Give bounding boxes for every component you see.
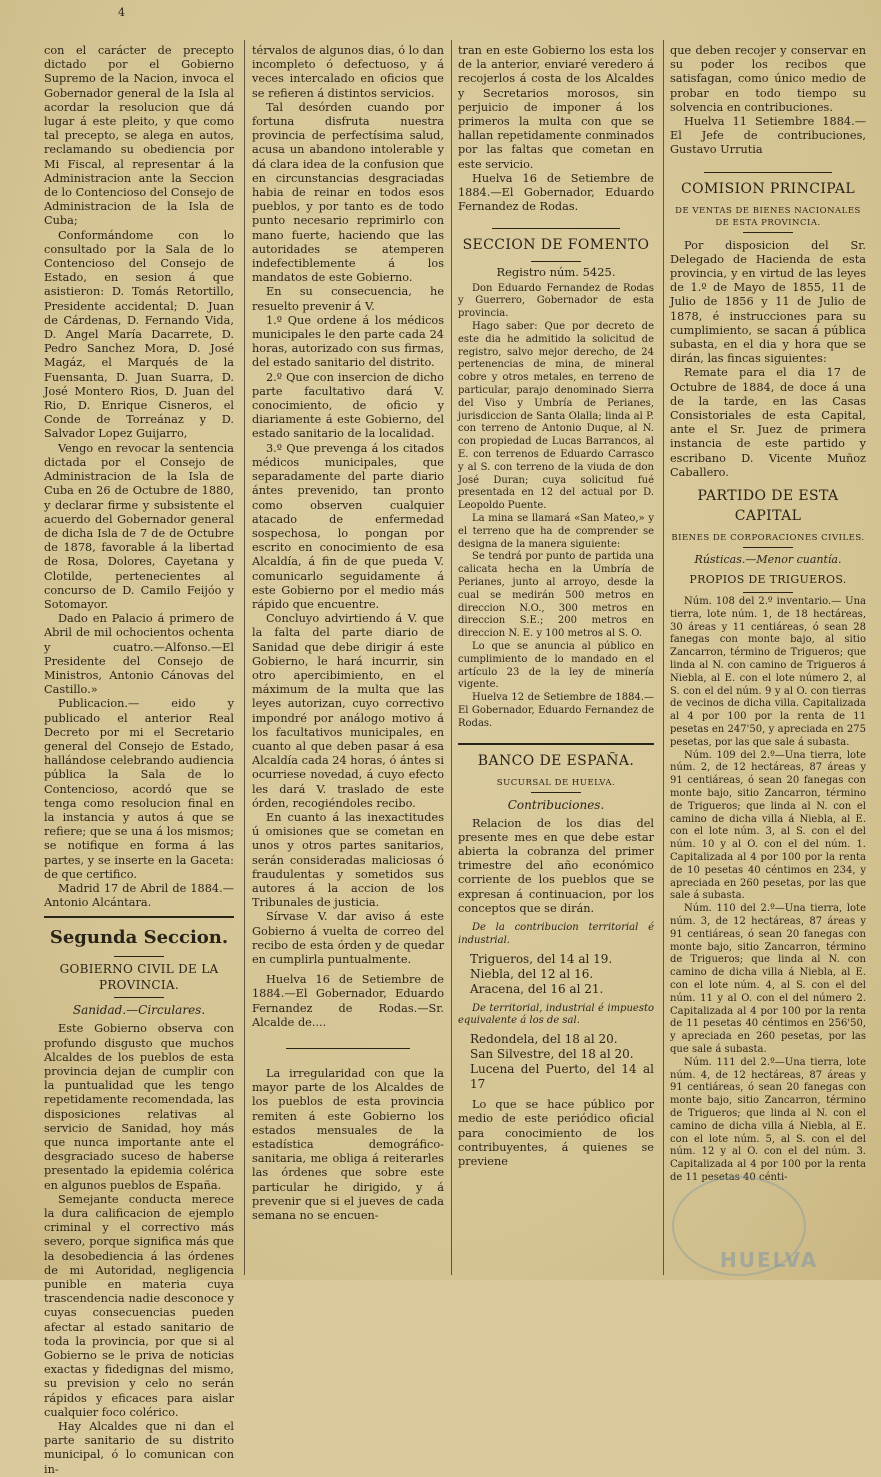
subheading: Rústicas.—Menor cuantía.	[694, 553, 842, 567]
divider	[114, 956, 164, 957]
column-3	[458, 44, 654, 1274]
paragraph: 1.º Que ordene á los médicos municipales le den parte cada 24 horas, autorizado con sus firmas, del estado sanitario del distrito.	[252, 313, 444, 370]
list-item: Lucena del Puerto, del 14 al 17	[470, 1062, 654, 1092]
divider	[704, 172, 832, 173]
subheading: PROPIOS DE TRIGUEROS.	[689, 573, 847, 587]
section-title: Segunda Seccion.	[49, 927, 229, 949]
section-heading: BANCO DE ESPAÑA.	[477, 752, 635, 769]
paragraph: tran en este Gobierno los esta los de la anterior, enviaré veredero á recojerlos á costa de los Alcaldes y Secretarios morosos, sin perjuicio de imponer á los primeros la multa con que se hallan repetidamente conminados por las faltas que cometan en este servicio.	[458, 44, 654, 171]
paragraph: Publicacion.— eido y publicado el anterior Real Decreto por mi el Secretario general del Consejo de Estado, hallándose celebrando audiencia pública la Sala de lo Contencioso, acordó que se tenga como resolucion final en la instancia y autos á que se refiere; que se una á los mismos; se notifique en forma á las partes, y se inserte en la Gaceta: de que certifico.	[44, 697, 234, 881]
paragraph: Núm. 108 del 2.º inventario.— Una tierra, lote núm. 1, de 18 hectáreas, 30 áreas y 11 centiáreas, ó sean 28 fanegas con monte bajo, al sitio Zancarron, término de Trigueros; que linda al N. con camino de Trigueros á Niebla, al E. con el lote número 2, al S. con el del núm. 9 y al O. con tierras de vecinos de dicha villa. Capitalizada al 4 por 100 por la renta de 11 pesetas en 247'50, y apreciada en 275 pesetas, por las que sale á subasta.	[670, 596, 866, 748]
subheading: DE VENTAS DE BIENES NACIONALES DE ESTA PROVINCIA.	[675, 205, 861, 228]
paragraph: Núm. 109 del 2.º—Una tierra, lote núm. 2, de 12 hectáreas, 87 áreas y 91 centiáreas, ó sean 20 fanegas con monte bajo, sitio Zancarron, término de Trigueros; que linda al N. con el camino de dicha villa á Niebla, al E. con el lote núm. 3, al S. con el del núm. 10 y al O. con el del núm. 1. Capitalizada al 4 por 100 por la renta de 10 pesetas 40 céntimos en 234, y apreciada en 260 pesetas, por las que sale á subasta.	[670, 749, 866, 902]
paragraph: Por disposicion del Sr. Delegado de Hacienda de esta provincia, y en virtud de las leyes de 1.º de Mayo de 1855, 11 de Julio de 1856 y 11 de Julio de 1878, é instrucciones para su cumplimiento, se sacan á pública subasta, en el dia y hora que se dirán, las fincas siguientes:	[670, 238, 866, 366]
subheading: BIENES DE CORPORACIONES CIVILES.	[671, 533, 865, 544]
signature: Huelva 16 de Setiembre de 1884.—El Gobernador, Eduardo Fernandez de Rodas.	[458, 171, 654, 214]
column-divider	[663, 40, 664, 1275]
signature: Huelva 16 de Setiembre de 1884.—El Gobernador, Eduardo Fernandez de Rodas.—Sr. Alcalde de....	[252, 973, 444, 1029]
paragraph: Vengo en revocar la sentencia dictada por el Consejo de Administracion de la Isla de Cuba en 26 de Octubre de 1880, y declarar firme y subsistente el acuerdo del Gobernador general de dicha Isla de 7 de de Octubre de 1878, favorable á la libertad de Rosa, Dolores, Cayetana y Clotilde, pertenecientes al concurso de D. Camilo Feijóo y Sotomayor.	[44, 441, 234, 611]
column-2	[252, 44, 444, 1274]
paragraph: Don Eduardo Fernandez de Rodas y Guerrero, Gobernador de esta provincia.	[458, 282, 654, 320]
paragraph: Conformándome con lo consultado por la Sala de lo Contencioso del Consejo de Estado, en sesion á que asistieron: D. Tomás Retortillo, Presidente accidental; D. Juan de Cárdenas, D. Fernando Vida, D. Angel María Dacarrete, D. Pedro Sanchez Mora, D. José Magáz, el Marqués de la Fuensanta, D. Juan Suarra, D. José Montero Rios, D. Juan del Rio, D. Enrique Cisneros, el Conde de Torreánaz y D. Salvador Lopez Guijarro,	[44, 228, 234, 441]
paragraph: Este Gobierno observa con profundo disgusto que muchos Alcaldes de los pueblos de esta provincia dejan de cumplir con la puntualidad que les tengo repetidamente recomendada, las disposiciones relativas al servicio de Sanidad, hoy más que nunca importante ante el desgraciado suceso de haberse presentado la epidemia colérica en algunos pueblos de España.	[44, 1022, 234, 1192]
signature: Huelva 12 de Setiembre de 1884.— El Gobernador, Eduardo Fernandez de Rodas.	[458, 692, 654, 729]
paragraph: 2.º Que con insercion de dicho parte facultativo dará V. conocimiento, de oficio y diariamente á este Gobierno, del estado sanitario de la localidad.	[252, 370, 444, 441]
paragraph: térvalos de algunos dias, ó lo dan incompleto ó defectuoso, y á veces intercalado en oficios que se refieren á distintos servicios.	[252, 44, 444, 100]
paragraph: Relacion de los dias del presente mes en que debe estar abierta la cobranza del primer trimestre del año económico corriente de los pueblos que se expresan á continuacion, por los conceptos que se dirán.	[458, 816, 654, 915]
paragraph: Remate para el dia 17 de Octubre de 1884, de doce á una de la tarde, en las Casas Consistoriales de esta Capital, ante el Sr. Juez de primera instancia de este partido y escribano D. Vicente Muñoz Caballero.	[670, 366, 866, 479]
divider	[743, 547, 793, 548]
divider	[743, 232, 793, 233]
column-4	[670, 44, 866, 1274]
column-divider	[451, 40, 452, 1275]
paragraph: En su consecuencia, he resuelto prevenir á V.	[252, 285, 444, 313]
divider	[458, 743, 654, 745]
registry-number: Registro núm. 5425.	[496, 265, 616, 280]
column-1	[44, 44, 234, 1476]
list-heading: De territorial, industrial é impuesto equivalente á los de sal.	[458, 1002, 654, 1027]
ornament-divider	[286, 1048, 410, 1049]
paragraph: En cuanto á las inexactitudes ú omisiones que se cometan en unos y otros partes sanitarios, serán consideradas maliciosas ó fraudulentas y sometidos sus autores á la accion de los Tribunales de justicia.	[252, 810, 444, 910]
signature: Huelva 11 Setiembre 1884.— El Jefe de contribuciones, Gustavo Urrutia	[670, 115, 866, 157]
section-heading: PARTIDO DE ESTA CAPITAL	[697, 488, 839, 525]
paragraph: Concluyo advirtiendo á V. que la falta del parte diario de Sanidad que debe dirigir á este Gobierno, le hará incurrir, sin otro apercibimiento, en el máximum de la multa que las leyes autorizan, cuyo correctivo impondré por análogo motivo á los facultativos municipales, en cuanto al que deben pasar á esa Alcaldía cada 24 horas, ó ántes si ocurriese novedad, á cuyo efecto les dará V. traslado de este órden, recogiéndoles recibo.	[252, 612, 444, 810]
paragraph: La irregularidad con que la mayor parte de los Alcaldes de los pueblos de esta provincia remiten á este Gobierno los estados mensuales de la estadística demográfico-sanitaria, me obliga á reiterarles las órdenes que sobre este particular he dirigido, y á prevenir que si el jueves de cada semana no se encuen-	[252, 1067, 444, 1223]
section-heading: SECCION DE FOMENTO	[462, 237, 650, 254]
paragraph: Lo que se anuncia al público en cumplimiento de lo mandado en el artículo 23 de la ley de minería vigente.	[458, 640, 654, 691]
paragraph: Hago saber: Que por decreto de este dia he admitido la solicitud de registro, salvo mejor derecho, de 24 pertenencias de mina, de mineral cobre y otros metales, en terreno de particular, parajo denominado Sierra del Viso y Umbría de Perianes, jurisdiccion de Santa Olalla; linda al P. con terreno de Antonio Duque, al N. con propiedad de Lucas Barrancos, al E. con terrenos de Eduardo Carrasco y al S. con terreno de la viuda de don José Duran; cuya solicitud fué presentada en 12 del actual por D. Leopoldo Puente.	[458, 321, 654, 512]
paragraph: La mina se llamará «San Mateo,» y el terreno que ha de comprender se designa de la manera siguiente:	[458, 512, 654, 550]
list-item: San Silvestre, del 18 al 20.	[470, 1047, 634, 1062]
section-heading: COMISION PRINCIPAL	[680, 180, 856, 197]
divider	[44, 916, 234, 918]
paragraph: Tal desórden cuando por fortuna disfruta nuestra provincia de perfectísima salud, acusa un abandono intolerable y dá clara idea de la confusion que en circunstancias desgraciadas habia de reinar en todos esos pueblos, y por tanto es de todo punto necesario reprimirlo con mano fuerte, haciendo que las autoridades se atemperen indefectiblemente á los mandatos de este Gobierno.	[252, 100, 444, 285]
column-divider	[244, 40, 245, 1275]
paragraph: Núm. 110 del 2.º—Una tierra, lote núm. 3, de 12 hectáreas, 87 áreas y 91 centiáreas, ó sean 20 fanegas con monte bajo, sitio Zancarron, término de Trigueros; que linda al N. con camino de dicha villa á Niebla, al E. con el lote núm. 4, al S. con el del núm. 11 y al O. con el del número 2. Capitalizada al 4 por 100 por la renta de 11 pesetas 40 céntimos en 256'50, y apreciada en 260 pesetas, por las que sale á subasta.	[670, 903, 866, 1055]
divider	[531, 792, 581, 793]
paragraph: Sírvase V. dar aviso á este Gobierno á vuelta de correo del recibo de esta órden y de quedar en cumplirla puntualmente.	[252, 910, 444, 966]
paragraph: con el carácter de precepto dictado por el Gobierno Supremo de la Nacion, invoca el Gobernador general de la Isla al acordar la resolucion que dá lugar á este pleito, y que como tal precepto, se alega en autos, reclamando su obediencia por Mi Fiscal, al representar á la Administracion ante la Seccion de lo Contencioso del Consejo de Administracion de la Isla de Cuba;	[44, 44, 234, 228]
paragraph: Dado en Palacio á primero de Abril de mil ochocientos ochenta y cuatro.—Alfonso.—El Presidente del Consejo de Ministros, Antonio Cánovas del Castillo.»	[44, 612, 234, 697]
paragraph: Núm. 111 del 2.º—Una tierra, lote núm. 4, de 12 hectáreas, 87 áreas y 91 centiáreas, ó sean 20 fanegas con monte bajo, sitio Zancarron, término de Trigueros; que linda al N. con el camino de dicha villa á Niebla, al E. con el lote núm. 5, al S. con el del núm. 12 y al O. con el del núm. 3. Capitalizada al 4 por 100 por la renta de 11 pesetas 40 cénti-	[670, 1056, 866, 1183]
list-item: Redondela, del 18 al 20.	[470, 1032, 618, 1047]
list-item: Trigueros, del 14 al 19.	[470, 951, 613, 966]
subheading: Sanidad.—Circulares.	[72, 1003, 206, 1018]
divider	[743, 592, 793, 593]
paragraph: Hay Alcaldes que ni dan el parte sanitario de su distrito municipal, ó lo comunican con in-	[44, 1420, 234, 1476]
paragraph: Semejante conducta merece la dura calificacion de ejemplo criminal y el correctivo más severo, porque significa más que la desobediencia á las órdenes de mi Autoridad, negligencia punible en materia cuya trascendencia nadie desconoce y cuyas consecuencias pueden afectar al estado sanitario de toda la provincia, por que si al Gobierno se le priva de noticias exactas y fidedignas del mismo, su prevision y celo no serán rápidos y eficaces para aislar cualquier foco colérico.	[44, 1192, 234, 1419]
divider	[531, 261, 581, 262]
divider	[114, 997, 164, 998]
paragraph: Se tendrá por punto de partida una calicata hecha en la Umbría de Perianes, junto al arroyo, desde la cual se medirán 500 metros en direccion N.O., 300 metros en direccion S.E.; 200 metros en direccion N. E. y 100 metros al S. O.	[458, 551, 654, 640]
subheading: SUCURSAL DE HUELVA.	[496, 777, 616, 788]
paragraph: que deben recojer y conservar en su poder los recibos que satisfagan, como único medio de probar en todo tiempo su solvencia en contribuciones.	[670, 44, 866, 114]
signature: Madrid 17 de Abril de 1884.— Antonio Alcántara.	[44, 881, 234, 910]
paragraph: Lo que se hace público por medio de este periódico oficial para conocimiento de los contribuyentes, á quienes se previene	[458, 1098, 654, 1168]
subheading: Contribuciones.	[507, 797, 605, 812]
list-item: Aracena, del 16 al 21.	[470, 981, 604, 996]
divider	[492, 228, 620, 229]
watermark-text: HUELVA	[720, 1248, 819, 1272]
paragraph: 3.º Que prevenga á los citados médicos municipales, que separadamente del parte diario ántes prevenido, tan pronto como observen cualquier atacado de enfermedad sospechosa, lo pongan por escrito en conocimiento de esa Alcaldía, á fin de que pueda V. comunicarlo seguidamente á este Gobierno por el medio más rápido que encuentre.	[252, 441, 444, 611]
page-number: 4	[118, 6, 125, 19]
list-item: Niebla, del 12 al 16.	[470, 966, 594, 981]
section-heading: GOBIERNO CIVIL DE LA PROVINCIA.	[59, 962, 219, 993]
list-heading: De la contribucion territorial é industrial.	[458, 921, 654, 946]
